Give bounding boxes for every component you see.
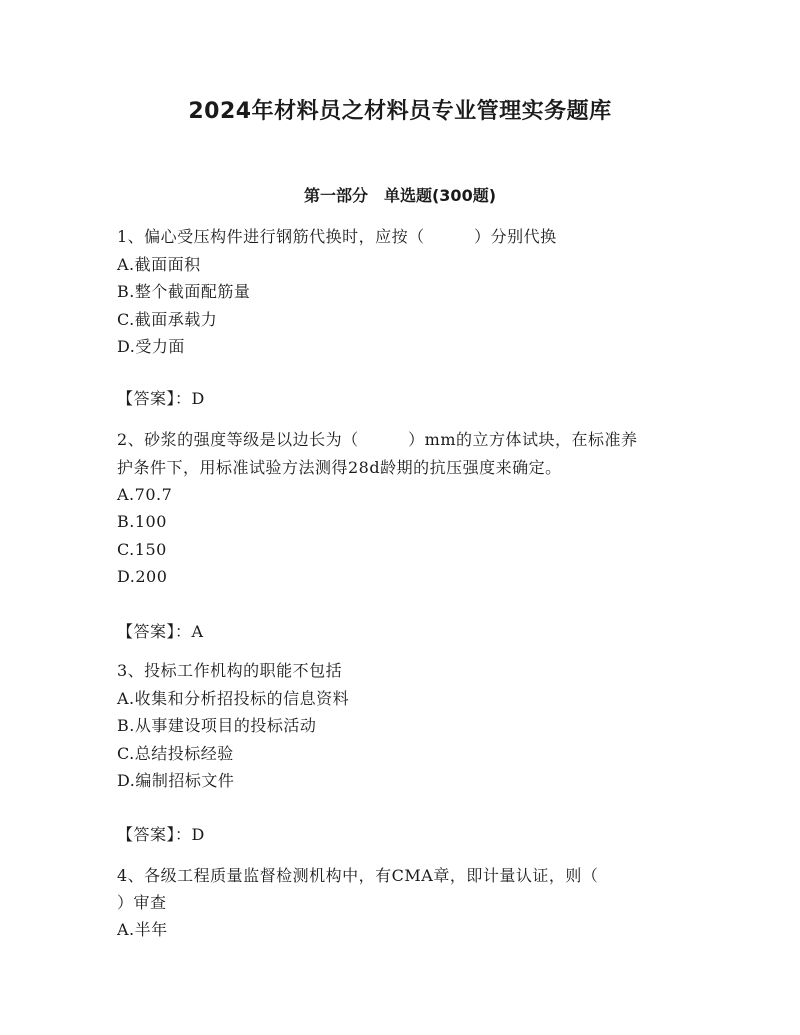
question-2-option-d: D.200	[117, 567, 168, 586]
question-3-option-c: C.总结投标经验	[117, 744, 234, 763]
question-2-stem-line-2: 护条件下，用标准试验方法测得28d龄期的抗压强度来确定。	[117, 458, 562, 477]
question-2-option-b: B.100	[117, 512, 167, 531]
question-3-option-a: A.收集和分析招投标的信息资料	[117, 689, 350, 708]
document-title: 2024年材料员之材料员专业管理实务题库	[188, 99, 612, 124]
question-1-option-c: C.截面承载力	[117, 310, 218, 329]
question-3-option-b: B.从事建设项目的投标活动	[117, 716, 317, 735]
question-4-stem-line-1: 4、各级工程质量监督检测机构中，有CMA章，即计量认证，则（	[117, 866, 599, 885]
question-2-answer: 【答案】：A	[117, 622, 204, 641]
question-2-stem-line-1: 2、砂浆的强度等级是以边长为（ ）mm的立方体试块，在标准养	[117, 430, 638, 449]
question-3-stem: 3、投标工作机构的职能不包括	[117, 661, 343, 680]
question-3-option-d: D.编制招标文件	[117, 771, 235, 790]
question-1-stem: 1、偏心受压构件进行钢筋代换时，应按（ ）分别代换	[117, 227, 557, 246]
question-1-option-d: D.受力面	[117, 337, 185, 356]
question-2-option-c: C.150	[117, 540, 167, 559]
question-2-option-a: A.70.7	[117, 485, 173, 504]
section-heading: 第一部分 单选题(300题)	[303, 186, 497, 205]
question-3-answer: 【答案】：D	[117, 825, 205, 844]
question-4-option-a: A.半年	[117, 920, 168, 939]
question-1-answer: 【答案】：D	[117, 389, 205, 408]
question-1-option-a: A.截面面积	[117, 255, 201, 274]
question-4-stem-line-2: ）审查	[117, 893, 167, 912]
question-1-option-b: B.整个截面配筋量	[117, 282, 251, 301]
